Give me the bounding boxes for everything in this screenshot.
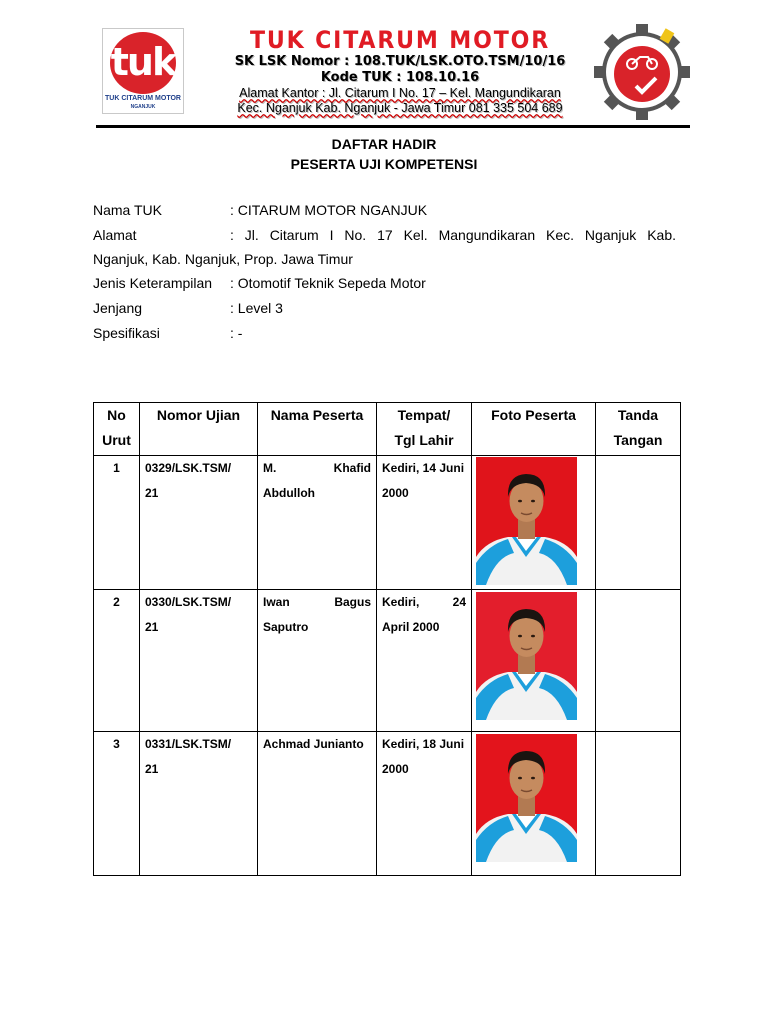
row-number: 2 [113, 595, 120, 609]
ttl-word-1: Kediri, 14 Juni [382, 461, 465, 475]
header-tanda-tangan [596, 403, 681, 456]
nama-line-1 [263, 732, 371, 757]
info-row-nama-tuk [93, 200, 676, 225]
header-foto-peserta: Foto Peserta [472, 403, 596, 456]
table-row [94, 456, 681, 590]
cell-foto [472, 590, 596, 732]
header-tanda-line-2: Tangan [613, 432, 663, 448]
participant-portrait-icon [476, 457, 577, 585]
tuk-logo-subcaption: NGANJUK [130, 104, 156, 110]
ttl-word-2: 24 [452, 595, 466, 609]
attendance-table [93, 402, 681, 876]
row-number: 1 [113, 461, 120, 475]
info-row-jenis [93, 273, 676, 298]
nomor-ujian-line-2: 21 [145, 486, 159, 500]
cell-nama [258, 732, 377, 876]
nama-word-2: Bagus [334, 595, 371, 609]
table-row [94, 590, 681, 732]
header-tempat-line-1: Tempat/ [397, 407, 451, 423]
nomor-ujian-line-1: 0331/LSK.TSM/ [145, 737, 232, 751]
header-tanda-line-1: Tanda [617, 407, 659, 423]
info-row-alamat [93, 225, 676, 273]
cell-ttl [377, 590, 472, 732]
participant-portrait-icon [476, 734, 577, 862]
tuk-logo-caption: TUK CITARUM MOTOR [105, 95, 181, 102]
nomor-ujian-line-1: 0330/LSK.TSM/ [145, 595, 232, 609]
cell-tanda-tangan [596, 456, 681, 590]
cell-foto [472, 456, 596, 590]
row-number: 3 [113, 737, 120, 751]
nama-line-1 [263, 456, 371, 481]
org-title: TUK CITARUM MOTOR [249, 26, 551, 54]
cell-nomor-ujian [140, 732, 258, 876]
cell-no [94, 456, 140, 590]
tuk-logo [102, 28, 184, 114]
cell-nomor-ujian [140, 590, 258, 732]
ttl-word-1: Kediri, 18 Juni [382, 737, 465, 751]
ttl-line-1 [382, 732, 466, 757]
info-block [93, 200, 676, 348]
label-nama-tuk: Nama TUK [93, 202, 162, 218]
value-jenis: : Otomotif Teknik Sepeda Motor [230, 275, 426, 291]
participant-photo [476, 734, 577, 862]
header-tempat-tgl [377, 403, 472, 456]
header-no-urut [94, 403, 140, 456]
header-no-line-2: Urut [102, 432, 131, 448]
nama-word-1: Achmad Junianto [263, 737, 364, 751]
header-nomor-ujian: Nomor Ujian [140, 403, 258, 456]
doc-subtitle: PESERTA UJI KOMPETENSI [290, 156, 478, 172]
value-jenjang: : Level 3 [230, 300, 283, 316]
cell-nomor-ujian [140, 456, 258, 590]
gear-motorcycle-check-icon [594, 24, 690, 120]
label-spesifikasi: Spesifikasi [93, 325, 160, 341]
table-header-row [94, 403, 681, 456]
nama-word-2: Khafid [333, 461, 371, 475]
header-no-line-1: No [107, 407, 126, 423]
ttl-line-2: 2000 [382, 486, 409, 500]
label-jenjang: Jenjang [93, 300, 143, 316]
cell-nama [258, 590, 377, 732]
nama-word-1: Iwan [263, 595, 290, 609]
tuk-logo-mark: tuk [110, 32, 176, 94]
cell-ttl [377, 456, 472, 590]
cell-no [94, 590, 140, 732]
table-row [94, 732, 681, 876]
participant-photo [476, 457, 577, 585]
nomor-ujian-line-2: 21 [145, 620, 159, 634]
participant-portrait-icon [476, 592, 577, 720]
nama-line-2: Abdulloh [263, 486, 315, 500]
cell-tanda-tangan [596, 732, 681, 876]
cell-tanda-tangan [596, 590, 681, 732]
nomor-ujian-line-2: 21 [145, 762, 159, 776]
nomor-ujian-line-1: 0329/LSK.TSM/ [145, 461, 232, 475]
cell-ttl [377, 732, 472, 876]
label-jenis: Jenis Keterampilan [93, 275, 213, 291]
cell-no [94, 732, 140, 876]
value-alamat-line-2: Nganjuk, Kab. Nganjuk, Prop. Jawa Timur [93, 251, 353, 267]
ttl-line-2: April 2000 [382, 620, 440, 634]
nama-line-1 [263, 590, 371, 615]
ttl-line-2: 2000 [382, 762, 409, 776]
ttl-line-1 [382, 456, 466, 481]
info-row-jenjang [93, 298, 676, 323]
info-row-spesifikasi [93, 323, 676, 348]
cell-foto [472, 732, 596, 876]
header-nama-peserta: Nama Peserta [258, 403, 377, 456]
nama-word-1: M. [263, 461, 277, 475]
participant-photo [476, 592, 577, 720]
letterhead [200, 26, 600, 116]
doc-title: DAFTAR HADIR [331, 136, 437, 152]
address-line-2: Kec. Nganjuk Kab. Nganjuk - Jawa Timur 081 335 504 689 [237, 101, 563, 115]
header-tempat-line-2: Tgl Lahir [394, 432, 454, 448]
value-spesifikasi: : - [230, 325, 243, 341]
header-divider [96, 125, 690, 128]
sk-number: SK LSK Nomor : 108.TUK/LSK.OTO.TSM/10/16 [234, 54, 566, 69]
address-line-1: Alamat Kantor : Jl. Citarum I No. 17 – Kel. Mangundikaran [239, 86, 561, 100]
value-alamat-line-1: : Jl. Citarum I No. 17 Kel. Mangundikaran Kec. Nganjuk Kab. [230, 227, 676, 243]
nama-line-2: Saputro [263, 620, 309, 634]
label-alamat: Alamat [93, 227, 137, 243]
ttl-word-1: Kediri, [382, 595, 420, 609]
lsk-logo [594, 24, 690, 120]
kode-tuk: Kode TUK : 108.10.16 [320, 70, 480, 85]
ttl-line-1 [382, 590, 466, 615]
cell-nama [258, 456, 377, 590]
value-nama-tuk: : CITARUM MOTOR NGANJUK [230, 202, 428, 218]
